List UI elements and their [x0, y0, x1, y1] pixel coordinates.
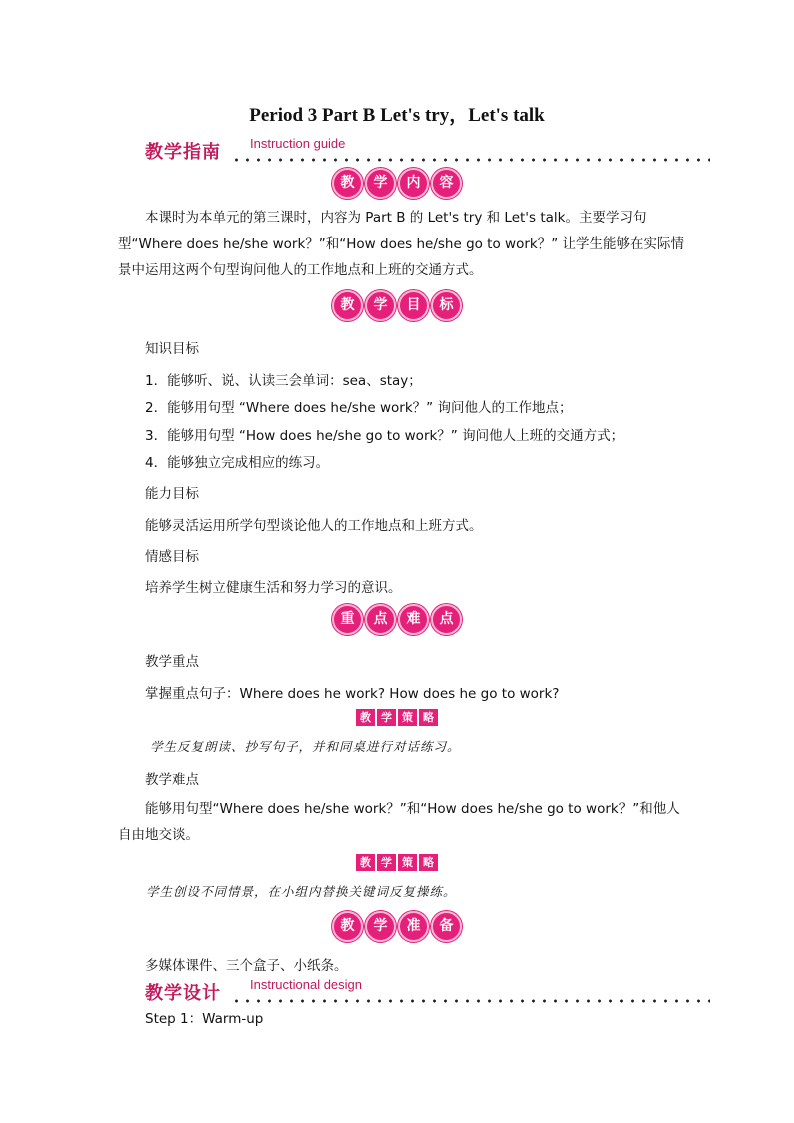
badge-char: 重	[332, 604, 363, 635]
badge-char: 准	[398, 911, 429, 942]
badge-char: 学	[365, 168, 396, 199]
focus-strategy-text: 学生反复朗读、抄写句子，并和同桌进行对话练习。	[150, 739, 461, 754]
badge-char: 点	[431, 604, 462, 635]
section-title-zh: 教学设计	[145, 983, 221, 1004]
badge-strategy	[0, 709, 794, 726]
preparation-text: 多媒体课件、三个盒子、小纸条。	[145, 958, 348, 974]
badge-char: 略	[419, 854, 438, 871]
page-title: Period 3 Part B Let's try，Let's talk	[249, 105, 545, 126]
badge-char: 容	[431, 168, 462, 199]
objective-item: 3．能够用句型 “How does he/she go to work？” 询问他人上班的交通方式；	[145, 428, 625, 444]
teaching-difficulty-label: 教学难点	[145, 772, 199, 788]
emotion-objectives-label: 情感目标	[145, 549, 199, 565]
section-title-en: Instruction guide	[250, 136, 346, 151]
badge-strategy	[0, 854, 794, 871]
content-paragraph: 本课时为本单元的第三课时，内容为 Part B 的 Let's try 和 Let's talk。主要学习句型“Where does he/she work？”和“How does he/she go to work？” 让学生能够在实际情景中运用这两个句型询问他人的工作地点和上班的交通方式。	[118, 210, 684, 278]
badge-char: 备	[431, 911, 462, 942]
badge-char: 内	[398, 168, 429, 199]
section-header-design	[145, 975, 710, 1005]
badge-char: 教	[332, 911, 363, 942]
difficulty-strategy-text: 学生创设不同情景，在小组内替换关键词反复操练。	[146, 884, 457, 899]
badge-char: 目	[398, 290, 429, 321]
badge-char: 略	[419, 709, 438, 726]
badge-char: 教	[332, 290, 363, 321]
ability-objectives-label: 能力目标	[145, 486, 199, 502]
emotion-objectives-text: 培养学生树立健康生活和努力学习的意识。	[145, 580, 402, 596]
objective-item: 4．能够独立完成相应的练习。	[145, 455, 330, 471]
objective-item: 1．能够听、说、认读三会单词：sea、stay；	[145, 373, 422, 389]
ability-objectives-text: 能够灵活运用所学句型谈论他人的工作地点和上班方式。	[145, 518, 483, 534]
badge-key-points	[0, 604, 794, 635]
badge-teaching-preparation	[0, 911, 794, 942]
badge-char: 教	[356, 709, 375, 726]
section-title-zh: 教学指南	[145, 142, 221, 163]
badge-char: 标	[431, 290, 462, 321]
badge-char: 教	[332, 168, 363, 199]
section-title-en: Instructional design	[250, 977, 363, 992]
teaching-focus-label: 教学重点	[145, 654, 199, 670]
badge-char: 策	[398, 709, 417, 726]
step-1-heading: Step 1：Warm-up	[145, 1011, 264, 1027]
teaching-focus-text: 掌握重点句子：Where does he work? How does he go to work?	[145, 686, 560, 702]
section-header-guide	[145, 134, 710, 164]
badge-char: 学	[365, 911, 396, 942]
teaching-difficulty-text: 能够用句型“Where does he/she work？”和“How does he/she go to work？”和他人自由地交谈。	[118, 801, 680, 843]
dotted-divider	[231, 158, 710, 162]
badge-char: 教	[356, 854, 375, 871]
badge-char: 策	[398, 854, 417, 871]
badge-teaching-objectives	[0, 290, 794, 321]
badge-char: 难	[398, 604, 429, 635]
badge-char: 点	[365, 604, 396, 635]
badge-char: 学	[377, 709, 396, 726]
badge-char: 学	[365, 290, 396, 321]
dotted-divider	[231, 999, 710, 1003]
knowledge-objectives-label: 知识目标	[145, 341, 199, 357]
objective-item: 2．能够用句型 “Where does he/she work？” 询问他人的工作地点；	[145, 400, 573, 416]
badge-char: 学	[377, 854, 396, 871]
badge-teaching-content	[0, 168, 794, 199]
